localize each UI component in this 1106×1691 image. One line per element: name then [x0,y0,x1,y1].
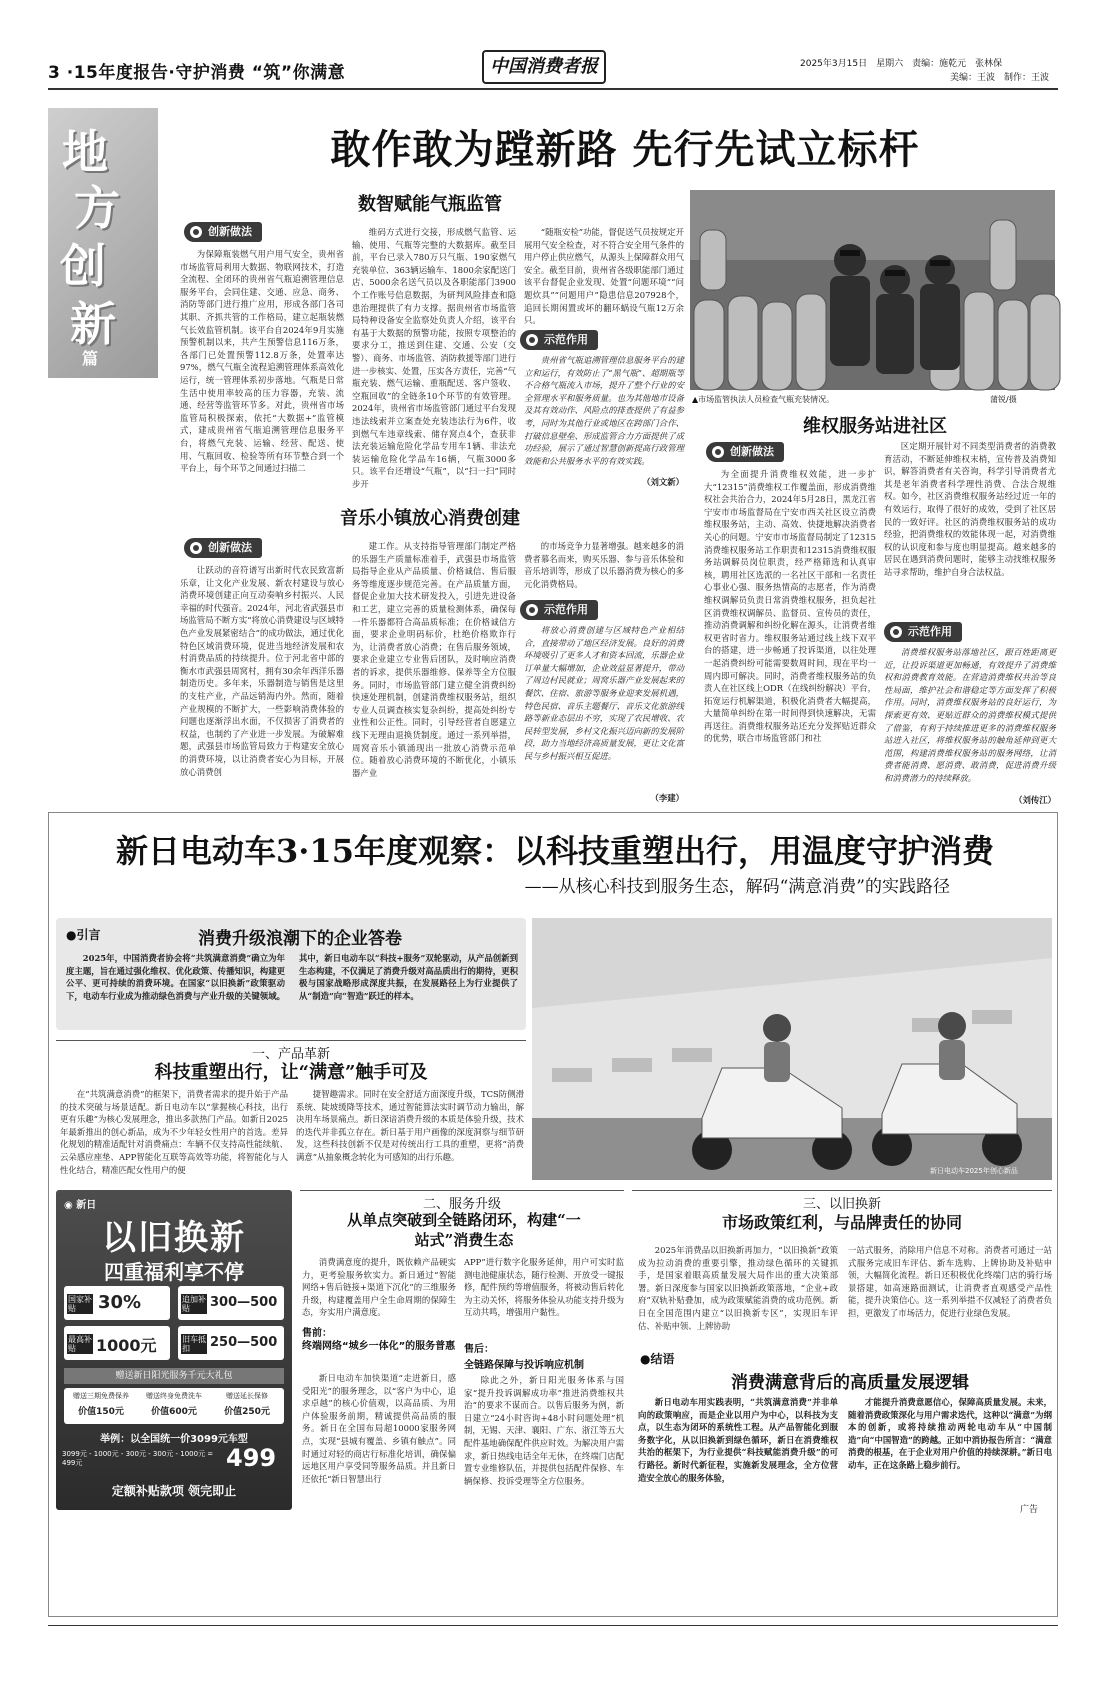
sec2-col2: APP”进行数字化服务延伸，用户可实时监测电池健康状态，随行检测、开放受一键报修，配件预约等增值服务，将被动售后转化为主动关怀，将服务体验从功能支持升级为互动共鸣，增强用户黏性。 [464,1257,624,1318]
ad-cell-3-label: 最高补贴 [68,1335,92,1353]
ad-cell-1-label: 国家补贴 [68,1295,92,1313]
side-banner-char-4: 新 [70,297,116,351]
article1-col1: 为保障瓶装燃气用户用气安全，贵州省市场监管局利用大数据、物联网技术，打造全流程、全闭环的贵州省气瓶追溯管理信息服务平台，会同住建、交通、应急、商务、消防等部门进行推广应用，形成各部门各司其职、齐抓共管的工作格局，建立起瓶装燃气长效监管机制。该平台自2024年9月实施预警机制以来，共产生预警信息116万条，各部门已处置预警112.8万条，处置率达97%，燃气气瓶全流程追溯管理体系高效化运行，统一管理体系初步落地。气瓶是日常生活中使用率较高的压力容器，充装、流通、经营等监管环节多。对此，贵州省市场监管局积极探索，依托“大数据+”监管模式，建成贵州省气瓶追溯管理信息服务平台，将燃气充装、运输、经营、配送、使用、气瓶回收、检验等所有环节整合到一个平台上，每个环节之间通过扫描二 [180,249,344,474]
intro-text: 2025年，中国消费者协会将“共筑满意消费”确立为年度主题，旨在通过强化维权、优化政策、传播知识，构建更公平、更可持续的消费环境。在国家“以旧换新”政策驱动下，电动车行业成为推动绿色消费与产业升级的关键领域。其中，新日电动车以“科技+服务”双轮驱动，从产品创新到生态构建，不仅满足了消费升级对高品质出行的期待，更积极与国家战略形成深度共振，在发展路径上为行业提供了从“制造”向“智造”跃迁的样本。 [66,953,518,1001]
ad-gift-3 [212,1391,282,1417]
article1-col3-demo: 贵州省气瓶追溯管理信息服务平台的建立和运行，有效防止了“黑气瓶”、超期瓶等不合格气瓶流入市场，提升了整个行业的安全管理水平和服务质量。也为其他地市设备及其有效动作、风险点的排查提供了有益参考，同时为其他行业或地区在跨部门合作、打破信息壁垒、形成监管合力方面提供了成功经验，展示了通过智慧创新提高行政管理效能和公共服务水平的有效实践。 [524,355,684,466]
side-banner-char-1: 地 [62,125,108,179]
ad-example: 举例：以全国统一价3099元车型 [100,1434,248,1445]
article1-tag-innovation: 创新做法 [184,222,262,242]
sec3-title: 市场政策红利，与品牌责任的协同 [721,1213,962,1232]
scooter-photo-caption: 新日电动车2025年创心新品 [930,1167,1018,1175]
article1-col2: 维码方式进行交接，形成燃气监管、运输、使用、气瓶等完整的大数据库。截至目前，平台已录入780万只气瓶、190家燃气充装单位、363辆运输车、1800余家配送门店、5000余名送气员以及各职能部门3900个工作账号信息数据，为研判风险排查和隐患治理提供了有力支撑。据贵州省市场监管局特种设备安全监察处负责人介绍，该平台有基于大数据的预警功能，按照专项整治的要求分工，推送到住建、交通、公安（交警）、商务、市场监管、消防救援等部门进行进一步核实、处置，压实各方责任，完善“气瓶充装、燃气运输、重瓶配送、客户签收、空瓶回收”的全链条10个环节的有效管理。2024年，贵州省市场监管部门通过平台发现违法线索并立案查处充装违法行为6件，收到燃气车违章线索、储存窝点4个，查获非法充装运输危险化学品专用车1辆、非法充装运输危险化学品车16辆，气瓶3000多只。该平台还增设“气瓶”，以“扫一扫”同时步开 [352,227,516,489]
article3-col3: 的市场竞争力显著增强。越来越多的消费者慕名而来，购买乐器、参与音乐体验和音乐培训等，形成了以乐器消费为核心的多元化消费格局。 [524,541,684,589]
side-banner-char-3: 创 [60,239,106,293]
article3-tag-demo: 示范作用 [520,600,598,620]
sec2-title: 从单点突破到全链路闭环，构建“一站式”消费生态 [347,1211,581,1249]
side-banner-suffix: 篇 [82,349,99,368]
side-banner [48,108,158,378]
ad-cell-3-value: 1000元 [96,1336,157,1355]
ad-formula: 3099元 - 1000元 - 300元 - 300元 - 1000元 = 499元 [62,1450,214,1467]
sec2-label: 二、服务升级 [300,1190,624,1212]
article2-author: （刘传江） [1014,795,1056,805]
sec2-col1: 消费满意度的提升，既依赖产品硬实力，更考验服务软实力。新日通过“智能网络+售后链接+渠道下沉化”的三维服务升级，构建覆盖用户全生命周期的保障生态，夯实用户满意度。 [302,1257,456,1318]
masthead: 中国消费者报 [482,50,606,84]
article2-tag-demo: 示范作用 [884,622,962,642]
ad-gift-2-value: 价值600元 [151,1407,197,1417]
ad-cell-1-value: 30% [98,1292,142,1313]
sec3-label: 三、以旧换新 [632,1190,1052,1212]
article3-col1: 让跃动的音符谱写出新时代农民致富新乐章，让文化产业发展、新农村建设与放心消费环境创建正向互动奏响乡村振兴、人民幸福的时代强音。2024年，河北省武强县市场监管局不断方实“将放心消费建设与区域特色产业发展紧密结合”的成功做法，通过优化特色区域消费环境，促进当地经济发展和农村消费品质的持续提升。位于河北省中部的衡水市武强县周窝村，拥有30余年西洋乐器制造历史。多年来，乐器制造与销售是这里的支柱产业，产品远销海内外。然而，随着产业规模的不断扩大，一些影响消费体验的问题也逐渐浮出水面，不仅损害了消费者的权益，也制约了产业进一步发展。为破解难题，武强县市场监管局致力于构建安全放心的消费环境，以让消费者安心为目标，开展放心消费创 [180,565,344,777]
intro-tag: ●引言 [66,928,101,942]
ad-gift-1-value: 价值150元 [78,1407,124,1417]
conclusion-col2: 才能提升消费意愿信心，保障高质量发展。未来，随着消费政策深化与用户需求迭代，这种以“满意”为纲本的创新，或将持续推动两轮电动车从“中国制造”向“中国智造”的跨越。正如中消协报告所言：“满意消费的根基，在于企业对用户价值的持续深耕。”新日电动车，正在这条路上稳步前行。 [848,1397,1052,1470]
trade-in-ad [56,1190,292,1510]
ad-gift-3-label: 赠送延长保修 [226,1392,268,1400]
photo1-caption: ▲市场监管执法人员检查气瓶充装情况。 [692,395,835,404]
sec2-col2-h1: 售后： [464,1344,494,1355]
sec1-col1: 在“共筑满意消费”的框架下，消费者需求的提升始于产品的技术突破与场景适配。新日电动车以“掌握核心科技，出行更有乐趣”为核心发展理念，推出多款热门产品。如新日2025年最新推出的创心新品，成为不少年轻女性用户的首选。差异化规划的精准适配针对消费痛点：车辆不仅支持高性能续航、云朵感应座垫、APP智能化互联等高效等功能，将智能化与人性化结合，精准匹配女性用户的便 [60,1089,288,1175]
ad-cell-1 [64,1286,170,1320]
article3-col3-demo: 将放心消费创建与区域特色产业相结合，直接带动了地区经济发展。良好的消费环境吸引了更多人才和资本回流，乐器企业订单量大幅增加，企业效益显著提升，带动了周边村民就业；周窝乐器产业发展起来的餐饮、住宿、旅游等服务业迎来发展机遇，特色民宿、音乐主题餐厅、音乐文化旅游线路等新业态层出不穷，实现了农民增收、农民转型发展，乡村文化振兴迈向新的发展阶段，助力当地经济高质量发展，更让文化富民与乡村振兴相互促进。 [524,625,684,761]
sec2-col1-body: 新日电动车加快渠道“走进新日，感受阳光”的服务理念，以“客户为中心，追求卓越”的核心价值观，以高品质、为用户体验服务前期，精诚提供高品质的服务。新日在全国布局超10000家服务网点，实现“县城有覆盖、乡镇有触点”。同时通过对轻的商店行标准化培训，确保偏远地区用户享受同等服务品质。并且新日还依托“新日智慧出行 [302,1373,456,1484]
conclusion-tag: ●结语 [640,1352,675,1366]
side-banner-char-2: 方 [74,181,120,235]
article2-col1: 为全面提升消费维权效能，进一步扩大“12315”消费维权工作覆盖面，形成消费维权社会共治合力，2024年5月28日，黑龙江省宁安市市场监督局在宁安市西关社区设立消费维权服务站，主动、高效、快捷地解决消费者关心的问题。宁安市市场监督局制定了12315消费维权服务站工作职责和12315消费维权服务站调解员岗位职责，经严格筛选和认真审核，聘用社区选派的一名社区干部和一名责任心事业心强、服务热情高的志愿者，作为消费维权调解员负责日常消费维权服务，担负起社区消费维权调解员、监督员、宣传员的责任，推动消费调解和纠纷化解在源头，让消费者维权更省时省力。维权服务站通过线上线下双平台的搭建，进一步畅通了投诉渠道，以往处理一起消费纠纷可能需要数周时间，现在平均一周内即可解决。同时，消费者维权服务站的负责人在社区线上ODR（在线纠纷解决）平台，拓宽运行机解渠道，积极化消费者大幅提高，大量简单纠纷在第一时间得到快速解决，无需再送往。消费维权服务站还充分发挥贴近群众的优势，联合市场监管部门和社 [704,469,876,744]
article1-tag-demo: 示范作用 [520,330,598,350]
ad-cell-4-value: 250—500 [210,1335,278,1350]
ad-gift-1 [66,1391,136,1417]
sec2-col2-body: 除此之外，新日阳光服务体系与国家“提升投诉调解成功率”推进消费维权共治“的要求不谋而合。以售后服务为例，新日建立“24小时咨询+48小时问题处理”机制，无锡、天津、襄阳、广东、浙江等五大配件基地确保配件供应时效。为解决用户需求，新日热线电话全年无休，在终端门店配置专业维修队伍，并提供包括配件保修、车辆保修、投诉受理等全方位服务。 [464,1375,624,1486]
ad-cell-2 [178,1286,284,1320]
footer-rule [48,1625,1058,1626]
ad-brand-logo-icon: ◉ [64,1200,77,1211]
article3-author: （李建） [650,793,684,803]
article2-col2-demo: 消费维权服务站落地社区，跟百姓距离更近，让投诉渠道更加畅通，有效提升了消费维权和消费教育效能。在营造消费维权共治等良性局面，维护社会和谐稳定等方面发挥了积极作用。同时，消费维权服务站的良好运行，为探索更有效、更贴近群众的消费维权模式提供了借鉴，有利于持续推进更多的消费维权服务站进入社区，将维权服务站的触角延伸到更大范围，构建消费维权服务站的服务网络，让消费者能消费、愿消费、敢消费，促进消费升级和消费潜力的持续释放。 [884,647,1056,783]
header-rule [48,88,1058,90]
conclusion-col1: 新日电动车用实践表明，“共筑满意消费”并非单向的政策响应，而是企业以用户为中心，以科技为支点，以生态为闭环的系统性工程。从产品智能化到服务数字化，从以旧换新到绿色循环，新日在消费维权共治的框架下，为行业提供“科技赋能消费升级”的可行路径。新时代新征程，实施新发展理念，全方位营造安全放心的服务体验， [638,1397,838,1483]
photo1-credit: 蒲锐/摄 [990,395,1017,404]
ad-cell-2-value: 300—500 [210,1295,278,1310]
ad-line1: 以旧换新 [102,1218,246,1258]
ad-gift-title: 赠送新日阳光服务千元大礼包 [64,1368,284,1384]
date-line: 2025年3月15日 星期六 责编：施乾元 张林保 [800,59,1003,69]
advertorial-subtitle: ——从核心科技到服务生态，解码“满意消费”的实践路径 [524,877,950,897]
article1-col3: “随瓶安检”功能，督促送气员按规定开展用气安全检查，对不符合安全用气条件的用户停止供应燃气，从源头上保障群众用气安全。截至目前，贵州省各级职能部门通过该平台督促企业发现、处置“问题环境”“问题炊具”“问题用户”隐患信息207928个，追回长期闲置或坏的翻环蜗设气瓶12万余只。 [524,227,684,326]
advertorial-title: 新日电动车3·15年度观察：以科技重塑出行，用温度守护消费 [116,832,994,870]
ad-cell-2-label: 追加补贴 [182,1295,206,1313]
sec2-col2-h2: 全链路保障与投诉响应机制 [464,1360,584,1371]
ad-brand [64,1196,96,1211]
ad-gift-row [64,1388,284,1424]
sec3-col2: 一站式服务，消除用户信息不对称。消费者可通过一站式服务完成旧车评估、新车选购、上牌协助及补贴申领，大幅简化流程。新日还积极优化终端门店的骑行场景搭建，如高速路面测试，让消费者直观感受产品性能，提升决策信心。这一系列举措不仅减轻了消费者负担，更激发了市场活力，促进行业绿色发展。 [848,1245,1052,1318]
ad-cta: 定额补贴款项 领完即止 [111,1484,237,1498]
sec1-col2: 捷智趣需求。同时在安全舒适方面深度升级，TCS防侧滑系统、陡坡缓降等技术，通过智能算法实时调节动力输出，解决用车场景痛点。新日深谙消费升级的本质是体验升级，技术的迭代并非孤立存在。新日基于用户画像的深度洞察与细节研发，这些科技创新不仅是对传统出行工具的重塑，更将“消费满意”从抽象概念转化为可感知的出行乐趣。 [296,1089,524,1162]
ad-gift-2 [139,1391,209,1417]
gas-cylinder-inspection-photo [690,190,1055,390]
staff-line: 美编：王波 制作：王波 [950,73,1050,83]
article3-col2: 建工作。从支持指导管理部门制定严格的乐器生产质量标准着手，武强县市场监管局指导企业从产品质量、价格诚信、售后服务等维度逐步规范完善。在产品质量方面，督促企业加大技术研发投入，引进先进设备和工艺，建立完善的质量检测体系，确保每一件乐器都符合高品质标准；在价格诚信方面，要求企业明码标价，杜绝价格欺诈行为，让消费者放心消费；在售后服务领域，要求企业建立专业售后团队，及时响应消费者的诉求，提供乐器维修、保养等全方位服务。同时，市场监管部门建立健全消费纠纷快速处理机制，创建消费维权服务站，组织专业人员调查核实复杂纠纷，提高处纠纷专业性和公正性。同时，引导经营者自愿建立线下无理由退换货制度。通过一系列举措，周窝音乐小镇涌现出一批放心消费示范单位。随着放心消费环境的不断优化，小镇乐器产业 [352,541,516,778]
sec3-col1: 2025年消费品以旧换新再加力，“以旧换新”政策成为拉动消费的重要引擎，推动绿色循环的关键抓手，是国家着眼高质量发展大局作出的重大决策部署。新日深度参与国家以旧换新政策落地，“企业+政府”双轨补贴叠加，成为政策赋能消费的成功范例。新日在全国范围内建立“以旧换新专区”，实现旧车评估、补贴申领、上牌协助 [638,1245,838,1331]
ad-gift-3-value: 价值250元 [224,1407,270,1417]
ad-gift-1-label: 赠送三期免费保养 [73,1392,129,1400]
main-title: 敢作敢为蹚新路 先行先试立标杆 [330,126,920,173]
ad-cell-4 [178,1326,284,1360]
article2-tag-innovation: 创新做法 [706,442,784,462]
sec1-label: 一、产品革新 [56,1040,526,1062]
sec1-title: 科技重塑出行，让“满意”触手可及 [154,1062,428,1083]
sec2-col1-h1: 售前： [302,1328,332,1339]
ad-benefit-grid [64,1286,284,1360]
ad-line2: 四重福利享不停 [104,1260,244,1284]
article3-tag-innovation: 创新做法 [184,538,262,558]
ad-brand-name: 新日 [76,1200,97,1211]
intro-title: 消费升级浪潮下的企业答卷 [198,929,402,949]
ad-cell-3 [64,1326,170,1360]
article1-title: 数智赋能气瓶监管 [358,194,502,215]
section-header: 3 ·15年度报告·守护消费 “筑”你满意 [48,63,346,83]
article2-title: 维权服务站进社区 [803,416,947,437]
ad-gift-2-label: 赠送终身免费洗车 [146,1392,202,1400]
sec2-col1-h2: 终端网络“城乡一体化”的服务普惠 [302,1341,456,1352]
article2-col2: 区定期开展针对不同类型消费者的消费教育活动，不断延伸维权末梢，宣传普及消费知识，解答消费者有关咨询，科学引导消费者尤其是老年消费者科学理性消费、合法合规维权。如今，社区消费维权服务站经过近一年的有效运行，取得了很好的成效，受到了社区居民的一致好评。社区的消费维权服务站的成功经验，把消费维权的效能体现一起，对消费维权的认识度和参与度也明显提高。越来越多的居民在遇到消费问题时，能够主动找维权服务站寻求帮助，维护自身合法权益。 [884,441,1056,577]
ad-final-price: 499 [226,1444,277,1472]
ad-mark: 广告 [1020,1505,1039,1515]
article1-author: （刘文新） [642,477,684,487]
scooter-photo [532,918,1052,1180]
ad-cell-4-label: 旧车抵扣 [182,1335,206,1353]
article3-title: 音乐小镇放心消费创建 [340,508,520,529]
conclusion-title: 消费满意背后的高质量发展逻辑 [731,1373,969,1393]
